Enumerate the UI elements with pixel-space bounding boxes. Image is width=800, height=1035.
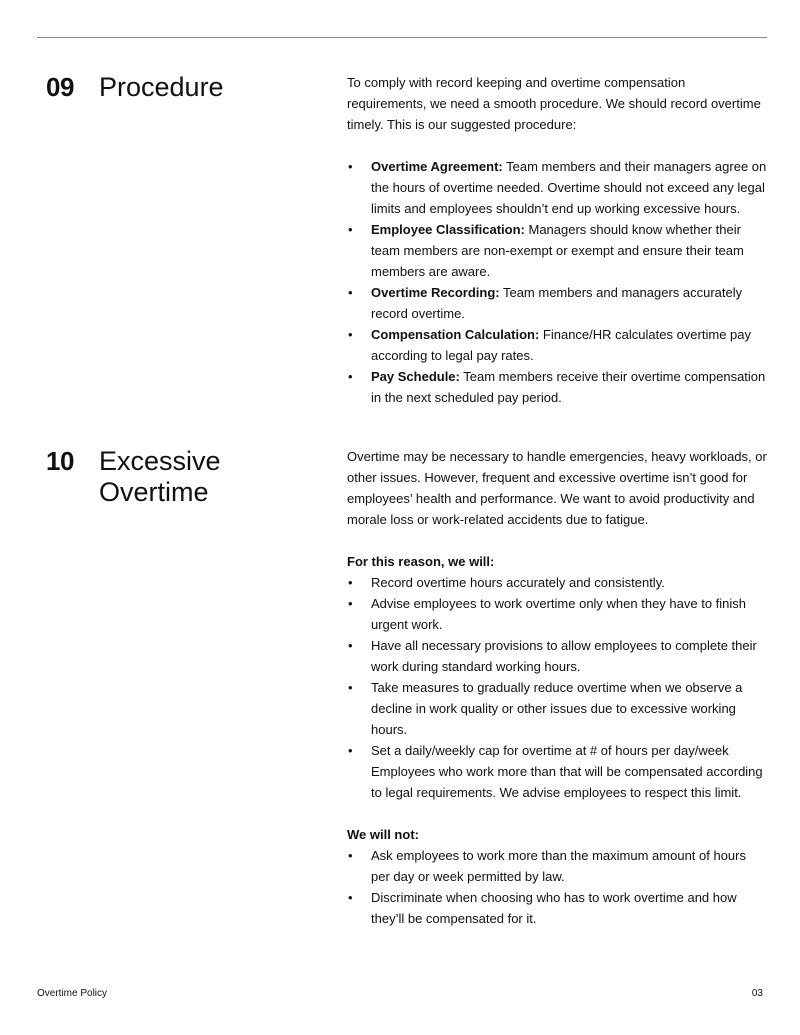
list-item: • Record overtime hours accurately and consistently. — [347, 572, 767, 593]
item-text: Team members and their managers agree on the hours of overtime needed. Overtime should not exceed any legal limits and employees shouldn’t end up working excessive hours. — [371, 159, 767, 216]
item-text: Team members receive their overtime compensation in the next scheduled pay period. — [371, 369, 766, 405]
item-text: Team members and managers accurately record overtime. — [371, 285, 743, 321]
list-item — [347, 219, 767, 282]
list-item — [347, 282, 767, 324]
list-item: • Have all necessary provisions to allow employees to complete their work during standard working hours. — [347, 635, 767, 677]
page-number: 03 — [751, 988, 763, 999]
list-item: • Take measures to gradually reduce overtime when we observe a decline in work quality or other issues due to excessive working hours. — [347, 677, 767, 740]
item-text: Finance/HR calculates overtime pay according to legal pay rates. — [371, 327, 751, 363]
list-item — [347, 366, 767, 408]
list-item: • Ask employees to work more than the maximum amount of hours per day or week permitted by law. — [347, 845, 767, 887]
will-not-heading: We will not: — [347, 827, 419, 842]
section-number: 09 — [46, 72, 74, 102]
list-item — [347, 156, 767, 219]
will-not-list — [347, 845, 767, 929]
section-heading-procedure — [46, 72, 289, 103]
footer-title: Overtime Policy — [37, 988, 108, 999]
top-divider — [37, 37, 767, 38]
will-heading: For this reason, we will: — [347, 554, 495, 569]
item-label: Overtime Recording: — [371, 285, 500, 300]
procedure-list — [347, 156, 767, 408]
excessive-intro: Overtime may be necessary to handle emergencies, heavy workloads, or other issues. However, frequent and excessive overtime isn’t good for employees’ health and performance. We want to avoid productivity and morale loss or work-related accidents due to fatigue. — [347, 449, 767, 527]
item-label: Employee Classification: — [371, 222, 525, 237]
list-item: • Set a daily/weekly cap for overtime at # of hours per day/week Employees who work more than that will be compensated according to legal requirements. We advise employees to respect this limit. — [347, 740, 767, 803]
list-item — [347, 324, 767, 366]
list-item: • Advise employees to work overtime only when they have to finish urgent work. — [347, 593, 767, 635]
list-item: • Discriminate when choosing who has to work overtime and how they’ll be compensated for it. — [347, 887, 767, 929]
section-title: Procedure — [99, 72, 224, 102]
will-list — [347, 572, 767, 803]
section-title: Excessive Overtime — [99, 446, 221, 507]
item-label: Overtime Agreement: — [371, 159, 503, 174]
item-label: Compensation Calculation: — [371, 327, 540, 342]
section-heading-excessive-overtime — [46, 446, 289, 508]
procedure-intro: To comply with record keeping and overtime compensation requirements, we need a smooth procedure. We should record overtime timely. This is our suggested procedure: — [347, 75, 761, 132]
excessive-overtime-body — [347, 446, 767, 929]
procedure-body — [347, 72, 767, 408]
item-label: Pay Schedule: — [371, 369, 460, 384]
item-text: Managers should know whether their team members are non-exempt or exempt and ensure their team members are aware. — [371, 222, 744, 279]
section-number: 10 — [46, 446, 74, 476]
